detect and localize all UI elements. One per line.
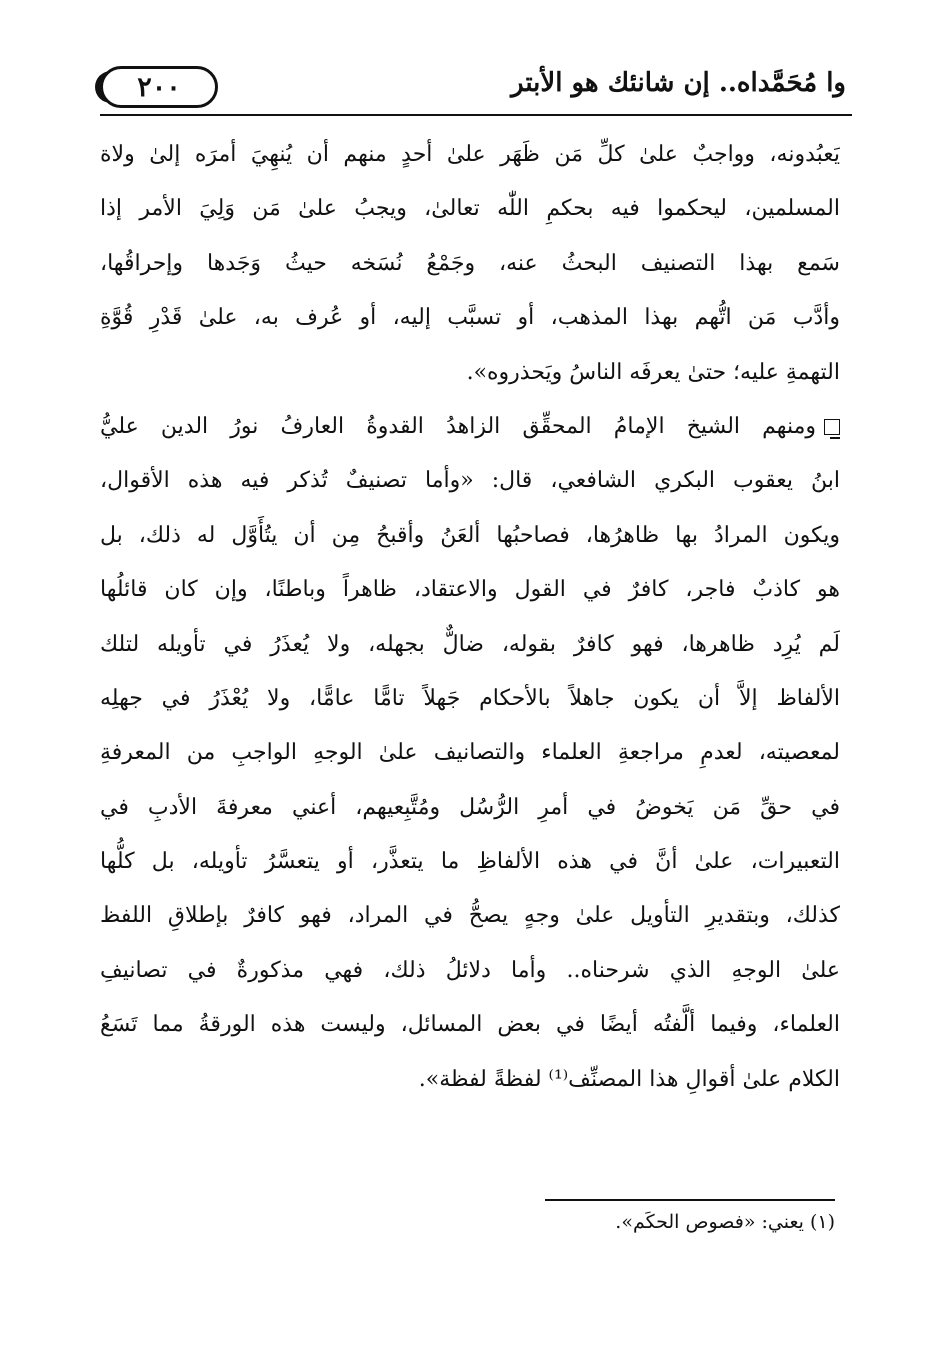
text-line: الألفاظ إلاَّ أن يكون جاهلاً بالأحكام جَهلاً تامًّا عامًّا، ولا يُعْذَرُ في جهلِه xyxy=(100,685,840,711)
text-line-paragraph-start xyxy=(100,400,840,454)
header-rule xyxy=(100,114,852,116)
text-line: التعبيرات، علىٰ أنَّ في هذه الألفاظِ ما يتعذَّر، أو يتعسَّرُ تأويله، بل كلُّها xyxy=(100,849,840,875)
text-line: المسلمين، ليحكموا فيه بحكمِ اللّٰه تعالىٰ، ويجبُ علىٰ مَن وَلِيَ الأمر إذا xyxy=(100,196,840,222)
running-title: وا مُحَمَّداه.. إن شانئك هو الأبتر xyxy=(510,68,846,98)
page-header xyxy=(100,60,852,116)
text-line: العلماء، وفيما ألَّفتُه أيضًا في بعض المسائل، وليست هذه الورقةُ مما تَسَعُ xyxy=(100,1012,840,1038)
text-line: ابنُ يعقوب البكري الشافعي، قال: «وأما تصنيفٌ تُذكر فيه هذه الأقوال، xyxy=(100,468,840,494)
text-line: الكلام علىٰ أقوالِ هذا المصنِّف⁽¹⁾ لفظةً لفظة». xyxy=(418,1066,840,1092)
text-line: وأدَّب مَن اتُّهم بهذا المذهب، أو تسبَّب إليه، أو عُرف به، علىٰ قَدْرِ قُوَّةِ xyxy=(100,305,840,331)
footnote-separator xyxy=(545,1199,835,1201)
text-line: في حقِّ مَن يَخوضُ في أمرِ الرُّسُل ومُتَّبِعيهم، أعني معرفةَ الأدبِ في xyxy=(100,794,840,820)
text-line: هو كاذبٌ فاجر، كافرٌ في القول والاعتقاد، ظاهراً وباطنًا، وإن كان قائلُها xyxy=(100,577,840,603)
body-text xyxy=(100,128,840,1107)
text-line: لمعصيته، لعدمِ مراجعةِ العلماء والتصانيف علىٰ الوجهِ الواجبِ من المعرفةِ xyxy=(100,740,840,766)
paragraph-marker-icon xyxy=(824,419,840,435)
text-line: كذلك، وبتقديرِ التأويل علىٰ وجهٍ يصحُّ في المراد، فهو كافرٌ بإطلاقِ اللفظ xyxy=(100,903,840,929)
text-line: يَعبُدونه، وواجبٌ علىٰ كلِّ مَن ظَهَر علىٰ أحدٍ منهم أن يُنهِيَ أمرَه إلىٰ ولاة xyxy=(100,142,840,167)
footnote: (١) يعني: «فصوص الحكَم». xyxy=(615,1211,835,1233)
text-line: التهمةِ عليه؛ حتىٰ يعرفَه الناسُ ويَحذروه». xyxy=(466,359,840,385)
page-number: ٢٠٠ xyxy=(137,71,181,103)
text-line-content: ومنهم الشيخ الإمامُ المحقِّق الزاهدُ القدوةُ العارفُ نورُ الدين عليُّ xyxy=(100,413,816,439)
text-line: سَمع بهذا التصنيف البحثُ عنه، وجَمْعُ نُسَخه حيثُ وَجَدها وإحراقُها، xyxy=(100,250,840,276)
page-number-frame xyxy=(100,66,218,108)
text-line: لَم يُرِد ظاهرها، فهو كافرٌ بقوله، ضالٌّ بجهله، ولا يُعذَرُ في تأويله لتلك xyxy=(100,631,840,657)
text-line: ويكون المرادُ بها ظاهرُها، فصاحبُها ألعَنُ وأقبحُ مِن أن يتُأَوَّل له ذلك، بل xyxy=(100,522,840,548)
text-line: علىٰ الوجهِ الذي شرحناه.. وأما دلائلُ ذلك، فهي مذكورةٌ في تصانيفِ xyxy=(100,957,840,983)
